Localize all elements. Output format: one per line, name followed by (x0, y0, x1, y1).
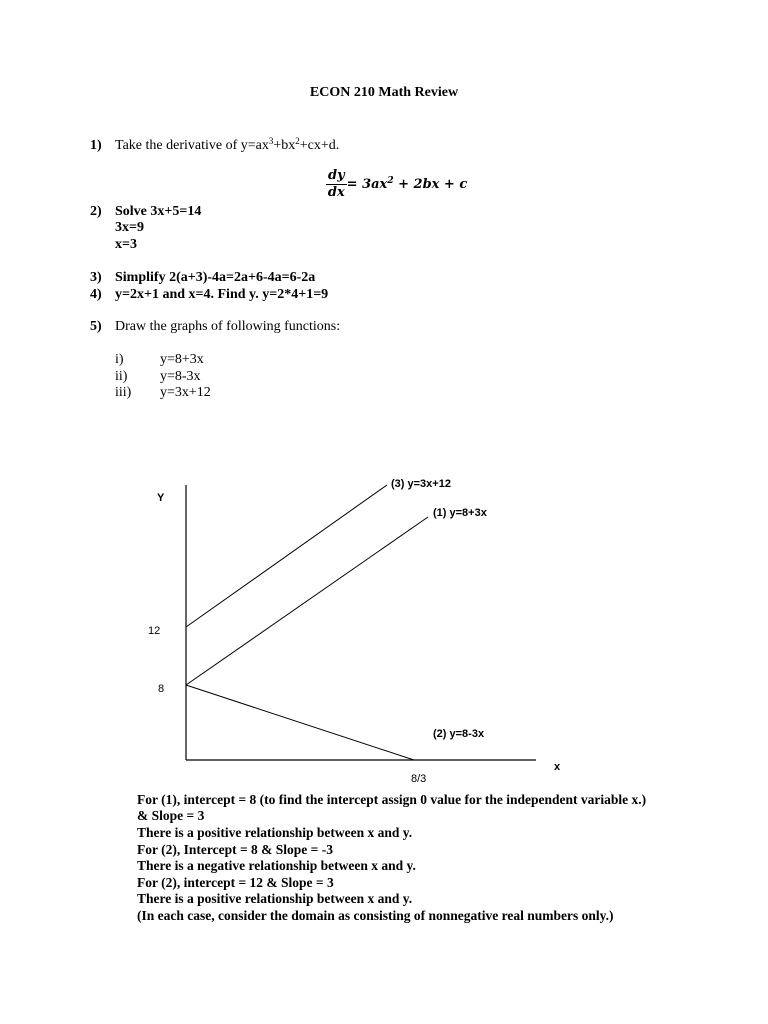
note-line-2: & Slope = 3 (137, 808, 205, 823)
note-line-7: There is a positive relationship between x and y. (137, 891, 413, 906)
q1-sup-2: 2 (295, 136, 300, 146)
note-line-1: For (1), intercept = 8 (to find the intercept assign 0 value for the independent variable x.) (137, 792, 647, 807)
line-1-label: (1) y=8+3x (433, 507, 487, 519)
x-axis-label: x (554, 761, 561, 773)
q1-sup-3: 3 (268, 136, 274, 146)
tick-label-8-3: 8/3 (411, 773, 427, 785)
page-title: ECON 210 Math Review (309, 85, 459, 100)
q1-text-pre: Take the derivative of y=ax (115, 138, 269, 153)
line-2-label: (2) y=8-3x (433, 728, 485, 740)
q5-item-2-label: ii) (115, 369, 128, 384)
note-line-6: For (2), intercept = 12 & Slope = 3 (137, 875, 334, 890)
note-line-5: There is a negative relationship between x and y. (137, 858, 416, 873)
q1-text-end: +cx+d. (299, 138, 340, 153)
formula-eq: = 3 (346, 177, 372, 192)
q1-text-mid: +bx (273, 138, 296, 153)
note-line-8: (In each case, consider the domain as consisting of nonnegative real numbers only.) (137, 908, 614, 923)
q4-number: 4) (90, 287, 102, 302)
line-2-y-8-minus-3x (186, 685, 414, 760)
q5-item-3-label: iii) (115, 385, 132, 400)
q5-item-3-function: y=3x+12 (160, 385, 211, 400)
q2-line-2: 3x=9 (115, 220, 144, 235)
note-line-4: For (2), Intercept = 8 & Slope = -3 (137, 842, 333, 857)
formula-sup: 2 (387, 176, 394, 186)
q2-number: 2) (90, 204, 102, 219)
y-axis-label: Y (157, 492, 165, 504)
formula-rest: + 2bx + c (393, 177, 468, 192)
q2-line-1: Solve 3x+5=14 (115, 204, 202, 219)
q4-text: y=2x+1 and x=4. Find y. y=2*4+1=9 (115, 287, 329, 302)
formula-a-term: ax (371, 177, 388, 192)
tick-label-8: 8 (158, 683, 165, 695)
line-3-y-3x-plus-12 (186, 485, 387, 627)
tick-label-12: 12 (148, 625, 161, 637)
q5-text: Draw the graphs of following functions: (115, 319, 341, 334)
line-3-label: (3) y=3x+12 (391, 478, 451, 490)
fraction-numerator: dy (328, 168, 345, 183)
q5-item-1-function: y=8+3x (160, 352, 204, 367)
q2-line-3: x=3 (115, 237, 137, 252)
q5-item-1-label: i) (115, 352, 124, 367)
q3-text: Simplify 2(a+3)-4a=2a+6-4a=6-2a (115, 270, 316, 285)
q5-number: 5) (90, 319, 102, 334)
q1-number: 1) (90, 138, 102, 153)
note-line-3: There is a positive relationship between x and y. (137, 825, 413, 840)
fraction-denominator: dx (327, 185, 345, 200)
q5-item-2-function: y=8-3x (160, 369, 201, 384)
q3-number: 3) (90, 270, 102, 285)
